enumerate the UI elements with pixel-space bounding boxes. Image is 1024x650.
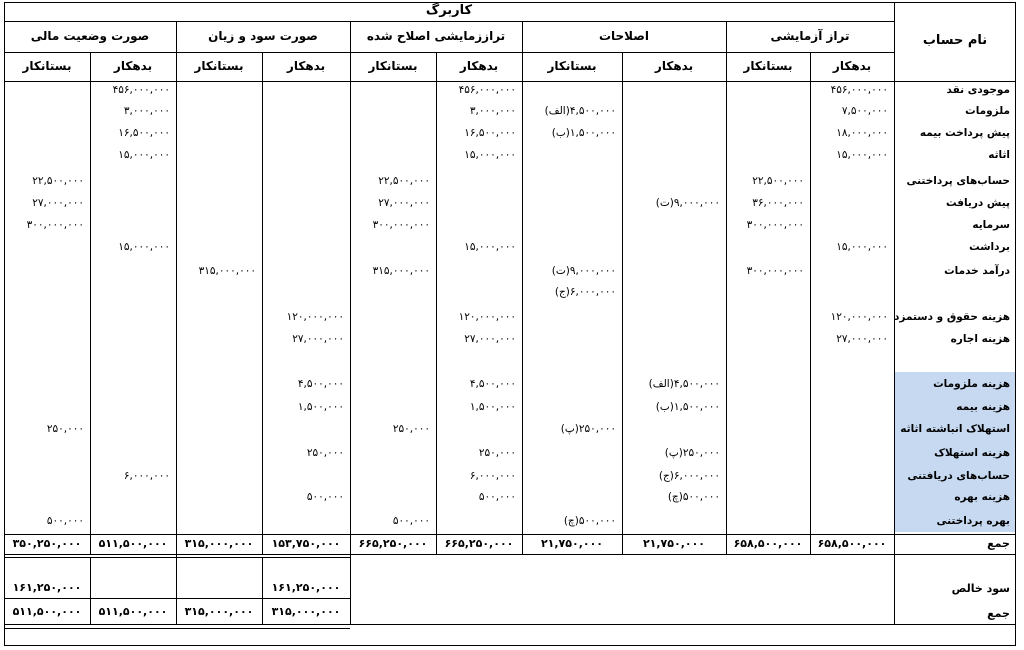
cell-atb-debit: ۴,۵۰۰,۰۰۰ (469, 378, 516, 390)
cell-adj-debit: (پ)۲۵۰,۰۰۰ (664, 447, 720, 459)
grid-vline (90, 52, 91, 554)
account-name: موجودی نقد (946, 84, 1010, 96)
grid-vline (810, 52, 811, 554)
cell-atb-credit: ۳۰۰,۰۰۰,۰۰۰ (372, 219, 430, 231)
cell-atb-debit: ۴۵۶,۰۰۰,۰۰۰ (458, 84, 516, 96)
cell-adj-debit: (ت)۹,۰۰۰,۰۰۰ (655, 197, 720, 209)
cell-adj-credit: (الف)۴,۵۰۰,۰۰۰ (544, 105, 616, 117)
cell-atb-credit: ۵۰۰,۰۰۰ (392, 515, 430, 527)
cell-atb-credit: ۲۲,۵۰۰,۰۰۰ (378, 175, 430, 187)
cell-atb-credit: ۲۵۰,۰۰۰ (392, 423, 430, 435)
total-adj-debit: ۲۱,۷۵۰,۰۰۰ (642, 537, 706, 550)
total-adj-credit: ۲۱,۷۵۰,۰۰۰ (540, 537, 604, 550)
cell-atb-debit: ۱۵,۰۰۰,۰۰۰ (464, 149, 516, 161)
account-name: استهلاک انباشته اثاثه (900, 423, 1010, 435)
final-totals-label: جمع (987, 607, 1010, 620)
section-header-underline (4, 52, 894, 53)
credit-label-adj: بستانکار (547, 59, 597, 73)
debit-label-adj: بدهکار (654, 59, 694, 73)
cell-adj-debit: (ب)۱,۵۰۰,۰۰۰ (655, 401, 720, 413)
total-bs-credit: ۳۵۰,۲۵۰,۰۰۰ (12, 537, 82, 550)
grid-vline (436, 52, 437, 554)
account-name: بهره پرداختنی (936, 515, 1010, 527)
cell-is-debit: ۲۷,۰۰۰,۰۰۰ (292, 333, 344, 345)
cell-is-debit: ۱۲۰,۰۰۰,۰۰۰ (286, 311, 344, 323)
credit-label-tb: بستانکار (743, 59, 793, 73)
credit-label-atb: بستانکار (368, 59, 418, 73)
total-is-debit: ۱۵۳,۷۵۰,۰۰۰ (271, 537, 341, 550)
totals-double-line (4, 557, 350, 558)
cell-is-debit: ۵۰۰,۰۰۰ (306, 491, 344, 503)
section-header-bs: صورت وضعیت مالی (30, 29, 150, 43)
section-header-is: صورت سود و زیان (208, 29, 318, 43)
totals-label: جمع (987, 537, 1010, 550)
worksheet-title: کاربرگ (425, 3, 473, 18)
cell-tb-credit: ۳۰۰,۰۰۰,۰۰۰ (746, 219, 804, 231)
cell-adj-credit: (ج)۶,۰۰۰,۰۰۰ (554, 286, 616, 298)
account-name: هزینه اجاره (950, 333, 1010, 345)
net-income-bs-credit: ۱۶۱,۲۵۰,۰۰۰ (12, 581, 82, 594)
cell-atb-debit: ۱,۵۰۰,۰۰۰ (469, 401, 516, 413)
cell-atb-debit: ۳,۰۰۰,۰۰۰ (469, 105, 516, 117)
cell-bs-debit: ۱۵,۰۰۰,۰۰۰ (118, 241, 170, 253)
grid-vline (262, 52, 263, 554)
total-atb-debit: ۶۶۵,۲۵۰,۰۰۰ (444, 537, 514, 550)
net-income-is-debit: ۱۶۱,۲۵۰,۰۰۰ (271, 581, 341, 594)
cell-atb-debit: ۶,۰۰۰,۰۰۰ (469, 470, 516, 482)
account-name: پیش دریافت (945, 197, 1010, 209)
cell-tb-debit: ۲۷,۰۰۰,۰۰۰ (836, 333, 888, 345)
credit-label-bs: بستانکار (22, 59, 72, 73)
cell-bs-debit: ۶,۰۰۰,۰۰۰ (123, 470, 170, 482)
grid-vline (622, 52, 623, 554)
account-name: اثاثه (988, 149, 1010, 161)
account-name: درآمد خدمات (944, 265, 1010, 277)
cell-bs-credit: ۲۷,۰۰۰,۰۰۰ (32, 197, 84, 209)
account-name: هزینه بهره (954, 491, 1010, 503)
subheader-underline (4, 81, 1016, 82)
total-tb-credit: ۶۵۸,۵۰۰,۰۰۰ (733, 537, 803, 550)
final-is-credit: ۳۱۵,۰۰۰,۰۰۰ (184, 605, 254, 618)
cell-adj-credit: (چ)۵۰۰,۰۰۰ (563, 515, 616, 527)
cell-bs-credit: ۲۲,۵۰۰,۰۰۰ (32, 175, 84, 187)
grid-vline (262, 557, 263, 624)
cell-tb-debit: ۴۵۶,۰۰۰,۰۰۰ (830, 84, 888, 96)
section-header-adj: اصلاحات (598, 29, 650, 43)
grid-vline (350, 21, 351, 624)
account-name: ملزومات (965, 105, 1010, 117)
cell-atb-credit: ۲۷,۰۰۰,۰۰۰ (378, 197, 430, 209)
cell-bs-debit: ۴۵۶,۰۰۰,۰۰۰ (112, 84, 170, 96)
debit-label-tb: بدهکار (832, 59, 872, 73)
cell-adj-credit: (ب)۱,۵۰۰,۰۰۰ (551, 127, 616, 139)
totals-bottom-line (4, 554, 1016, 555)
account-name: هزینه بیمه (956, 401, 1010, 413)
cell-adj-debit: (الف)۴,۵۰۰,۰۰۰ (648, 378, 720, 390)
cell-tb-debit: ۱۸,۰۰۰,۰۰۰ (836, 127, 888, 139)
account-name: پیش پرداخت بیمه (919, 127, 1010, 139)
net-income-bottom-line (4, 598, 350, 599)
grid-vline (726, 21, 727, 554)
cell-atb-debit: ۵۰۰,۰۰۰ (478, 491, 516, 503)
final-top-line (4, 624, 1016, 625)
total-is-credit: ۳۱۵,۰۰۰,۰۰۰ (184, 537, 254, 550)
total-bs-debit: ۵۱۱,۵۰۰,۰۰۰ (98, 537, 168, 550)
cell-atb-debit: ۱۲۰,۰۰۰,۰۰۰ (458, 311, 516, 323)
grid-vline (522, 21, 523, 554)
section-header-tb: تراز آزمایشی (770, 29, 850, 43)
net-income-label: سود خالص (951, 582, 1010, 595)
cell-tb-debit: ۷,۵۰۰,۰۰۰ (841, 105, 888, 117)
cell-bs-credit: ۲۵۰,۰۰۰ (46, 423, 84, 435)
total-tb-debit: ۶۵۸,۵۰۰,۰۰۰ (817, 537, 887, 550)
final-bs-debit: ۵۱۱,۵۰۰,۰۰۰ (98, 605, 168, 618)
account-name: هزینه استهلاک (934, 447, 1010, 459)
cell-tb-credit: ۳۰۰,۰۰۰,۰۰۰ (746, 265, 804, 277)
credit-label-is: بستانکار (194, 59, 244, 73)
cell-is-debit: ۱,۵۰۰,۰۰۰ (297, 401, 344, 413)
cell-tb-debit: ۱۲۰,۰۰۰,۰۰۰ (830, 311, 888, 323)
cell-atb-credit: ۳۱۵,۰۰۰,۰۰۰ (372, 265, 430, 277)
cell-is-credit: ۳۱۵,۰۰۰,۰۰۰ (198, 265, 256, 277)
cell-adj-debit: (چ)۵۰۰,۰۰۰ (667, 491, 720, 503)
account-name: سرمایه (972, 219, 1010, 231)
cell-bs-debit: ۳,۰۰۰,۰۰۰ (123, 105, 170, 117)
cell-adj-credit: (ت)۹,۰۰۰,۰۰۰ (551, 265, 616, 277)
title-underline (4, 21, 894, 22)
final-bs-credit: ۵۱۱,۵۰۰,۰۰۰ (12, 605, 82, 618)
cell-tb-debit: ۱۵,۰۰۰,۰۰۰ (836, 149, 888, 161)
cell-bs-debit: ۱۶,۵۰۰,۰۰۰ (118, 127, 170, 139)
debit-label-bs: بدهکار (113, 59, 153, 73)
grid-vline (176, 21, 177, 624)
cell-adj-credit: (پ)۲۵۰,۰۰۰ (560, 423, 616, 435)
cell-bs-debit: ۱۵,۰۰۰,۰۰۰ (118, 149, 170, 161)
section-header-atb: تراززمایشی اصلاح شده (366, 29, 506, 43)
account-name-header: نام حساب (922, 33, 988, 48)
total-atb-credit: ۶۶۵,۲۵۰,۰۰۰ (358, 537, 428, 550)
cell-tb-debit: ۱۵,۰۰۰,۰۰۰ (836, 241, 888, 253)
cell-tb-credit: ۲۲,۵۰۰,۰۰۰ (752, 175, 804, 187)
cell-atb-debit: ۲۷,۰۰۰,۰۰۰ (464, 333, 516, 345)
cell-is-debit: ۴,۵۰۰,۰۰۰ (297, 378, 344, 390)
account-name: هزینه حقوق و دستمزد (894, 311, 1010, 323)
final-is-debit: ۳۱۵,۰۰۰,۰۰۰ (271, 605, 341, 618)
cell-bs-credit: ۳۰۰,۰۰۰,۰۰۰ (26, 219, 84, 231)
cell-atb-debit: ۱۵,۰۰۰,۰۰۰ (464, 241, 516, 253)
cell-is-debit: ۲۵۰,۰۰۰ (306, 447, 344, 459)
account-name: حساب‌های پرداختنی (906, 175, 1010, 187)
cell-atb-debit: ۱۶,۵۰۰,۰۰۰ (464, 127, 516, 139)
totals-top-line (4, 534, 1016, 535)
final-double-line (4, 628, 350, 629)
cell-bs-credit: ۵۰۰,۰۰۰ (46, 515, 84, 527)
grid-vline (90, 557, 91, 624)
account-name: هزینه ملزومات (933, 378, 1010, 390)
cell-adj-debit: (ج)۶,۰۰۰,۰۰۰ (658, 470, 720, 482)
debit-label-is: بدهکار (286, 59, 326, 73)
cell-atb-debit: ۲۵۰,۰۰۰ (478, 447, 516, 459)
account-name: برداشت (969, 241, 1010, 253)
cell-tb-credit: ۳۶,۰۰۰,۰۰۰ (752, 197, 804, 209)
account-name: حساب‌های دریافتنی (907, 470, 1010, 482)
debit-label-atb: بدهکار (459, 59, 499, 73)
